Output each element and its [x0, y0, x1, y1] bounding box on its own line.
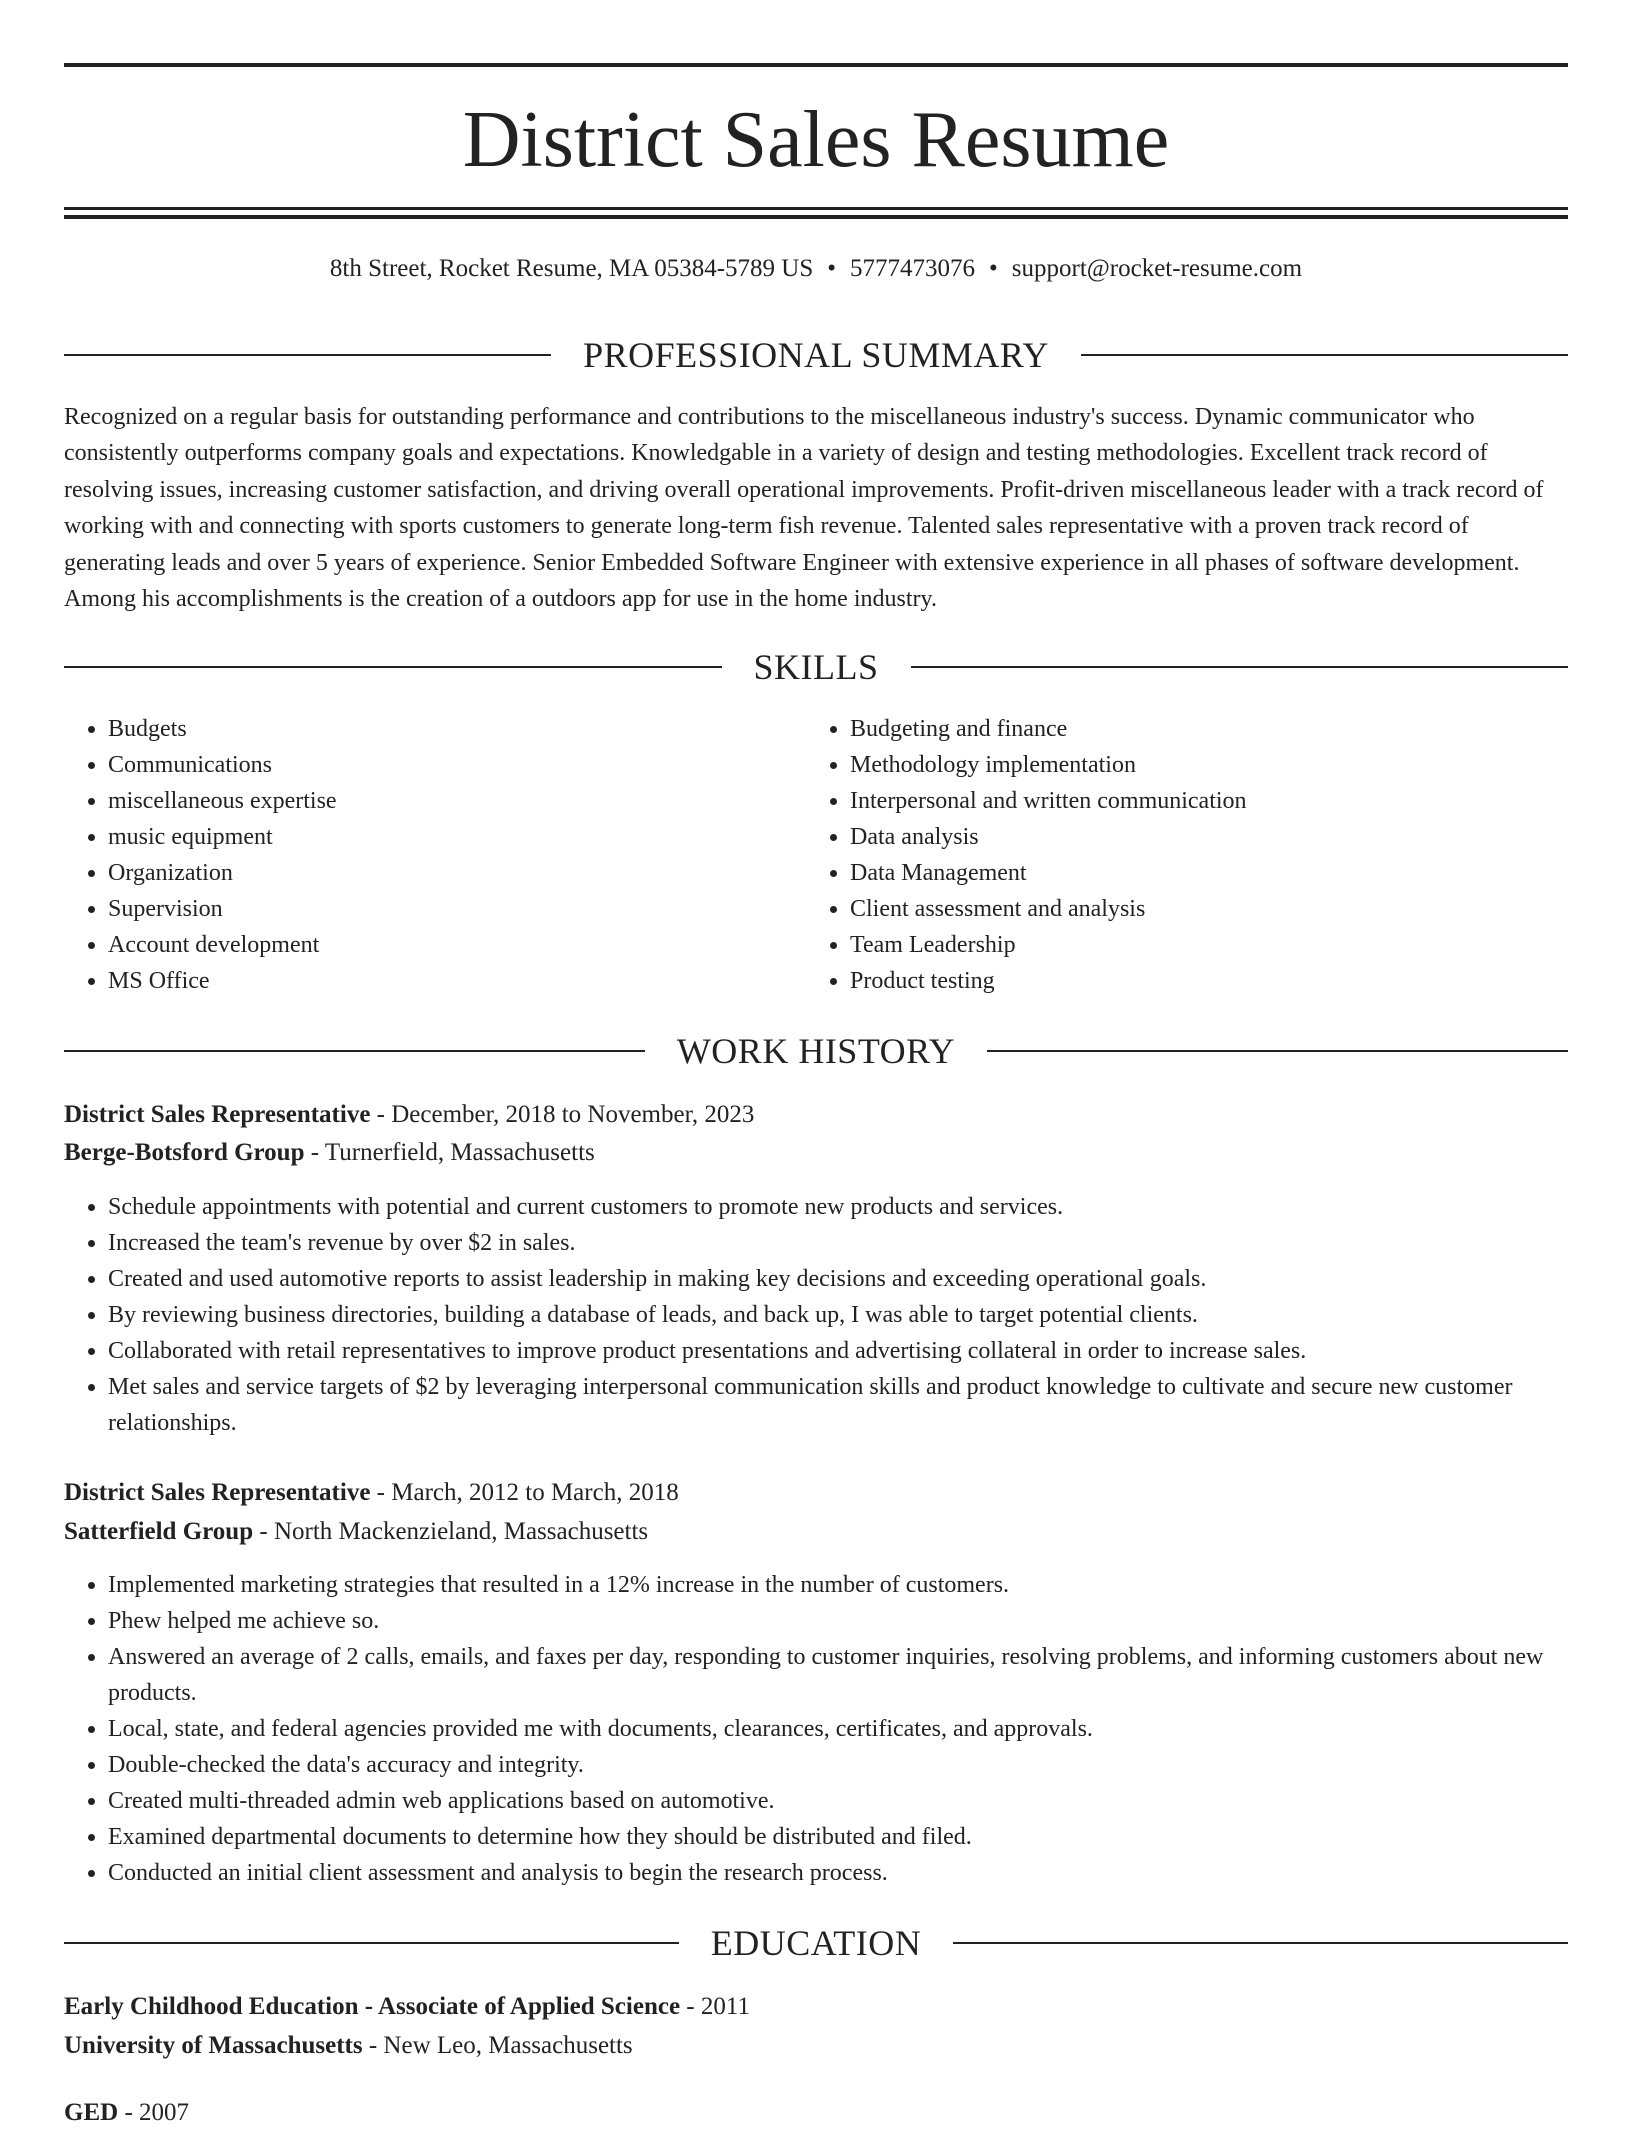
section-rule [64, 666, 722, 668]
job-company-line: Satterfield Group - North Mackenzieland, Massachusetts [64, 1518, 649, 1545]
job-bullet: • Double-checked the data's accuracy and integrity. [108, 1747, 1628, 1783]
contact-separator: • [827, 255, 836, 282]
job-title-line: District Sales Representative - December, 2018 to November, 2023 [64, 1101, 755, 1128]
education-degree-line: GED - 2007 [64, 2099, 190, 2126]
skill-item: • Client assessment and analysis [850, 891, 1610, 927]
education-degree-line: Early Childhood Education - Associate of Applied Science - 2011 [64, 1993, 750, 2020]
job-bullet: • Collaborated with retail representatives to improve product presentations and advertising collateral in order to increase sales. [108, 1333, 1548, 1369]
skill-item: • MS Office [108, 963, 808, 999]
job-bullet: • Implemented marketing strategies that resulted in a 12% increase in the number of customers. [108, 1567, 1628, 1603]
title-double-rule-lower [64, 215, 1568, 219]
contact-info [64, 252, 1568, 286]
skills-list-left [64, 711, 808, 999]
section-heading: PROFESSIONAL SUMMARY [583, 335, 1049, 375]
section-header-education [64, 1921, 1568, 1965]
section-header-work-history [64, 1029, 1568, 1073]
skill-item: • music equipment [108, 819, 808, 855]
section-rule [64, 1942, 679, 1944]
section-rule [987, 1050, 1568, 1052]
job-bullet: • Answered an average of 2 calls, emails, and faxes per day, responding to customer inquiries, resolving problems, and informing customers about new products. [108, 1639, 1628, 1711]
skill-item: • Methodology implementation [850, 747, 1610, 783]
job-bullet: • Local, state, and federal agencies provided me with documents, clearances, certificates, and approvals. [108, 1711, 1628, 1747]
top-rule [64, 63, 1568, 67]
job-dates: March, 2012 to March, 2018 [391, 1479, 679, 1506]
job-location: North Mackenzieland, Massachusetts [273, 1518, 649, 1545]
job-bullet: • By reviewing business directories, building a database of leads, and back up, I was able to target potential clients. [108, 1297, 1548, 1333]
section-rule [64, 354, 551, 356]
job-bullet: • Created and used automotive reports to assist leadership in making key decisions and exceeding operational goals. [108, 1261, 1548, 1297]
section-heading: SKILLS [753, 647, 879, 687]
education-location: New Leo, Massachusetts [383, 2032, 633, 2059]
skills-list-right [806, 711, 1610, 999]
skill-item: • Communications [108, 747, 808, 783]
skill-item: • Data analysis [850, 819, 1610, 855]
skill-item: • Organization [108, 855, 808, 891]
skill-item: • Data Management [850, 855, 1610, 891]
job-bullet: • Schedule appointments with potential and current customers to promote new products and services. [108, 1189, 1548, 1225]
job-bullet: • Examined departmental documents to determine how they should be distributed and filed. [108, 1819, 1628, 1855]
contact-phone: 5777473076 [850, 255, 975, 282]
education-degree: GED [64, 2099, 119, 2126]
job-company: Satterfield Group [64, 1518, 254, 1545]
section-rule [911, 666, 1569, 668]
skill-item: • Budgets [108, 711, 808, 747]
title-double-rule-upper [64, 207, 1568, 210]
skill-item: • Budgeting and finance [850, 711, 1610, 747]
section-header-summary [64, 333, 1568, 377]
resume-title: District Sales Resume [462, 96, 1170, 184]
education-year: 2007 [139, 2099, 190, 2126]
job-bullet: • Increased the team's revenue by over $2 in sales. [108, 1225, 1548, 1261]
section-heading: EDUCATION [710, 1923, 922, 1963]
contact-address: 8th Street, Rocket Resume, MA 05384-5789 US [329, 255, 814, 282]
education-school: University of Massachusetts [64, 2032, 363, 2059]
contact-email: support@rocket-resume.com [1011, 255, 1303, 282]
job-dates: December, 2018 to November, 2023 [391, 1101, 755, 1128]
skill-item: • Product testing [850, 963, 1610, 999]
job-title: District Sales Representative [64, 1101, 371, 1128]
skill-item: • Interpersonal and written communication [850, 783, 1610, 819]
job-bullets [64, 1189, 1548, 1441]
job-company: Berge-Botsford Group [64, 1139, 305, 1166]
job-bullet: • Met sales and service targets of $2 by leveraging interpersonal communication skills and product knowledge to cultivate and secure new customer relationships. [108, 1369, 1548, 1441]
job-bullets [64, 1567, 1628, 1891]
job-title: District Sales Representative [64, 1479, 371, 1506]
job-location: Turnerfield, Massachusetts [324, 1139, 595, 1166]
contact-separator: • [989, 255, 998, 282]
education-year: 2011 [700, 1993, 750, 2020]
section-rule [953, 1942, 1568, 1944]
education-degree: Early Childhood Education - Associate of Applied Science [64, 1993, 681, 2020]
skill-item: • Account development [108, 927, 808, 963]
job-bullet: • Created multi-threaded admin web applications based on automotive. [108, 1783, 1628, 1819]
summary-text: Recognized on a regular basis for outstanding performance and contributions to the miscellaneous industry's success. Dynamic communicator who consistently outperforms company goals and expectations. Knowledgable in a variety of design and testing methodologies. Excellent track record of resolving issues, increasing customer satisfaction, and driving overall operational improvements. Profit-driven miscellaneous leader with a track record of working with and connecting with sports customers to generate long-term fish revenue. Talented sales representative with a proven track record of generating leads and over 5 years of experience. Senior Embedded Software Engineer with extensive experience in all phases of software development. Among his accomplishments is the creation of a outdoors app for use in the home industry. [64, 404, 1544, 613]
skill-item: • miscellaneous expertise [108, 783, 808, 819]
skill-item: • Team Leadership [850, 927, 1610, 963]
job-company-line: Berge-Botsford Group - Turnerfield, Massachusetts [64, 1139, 595, 1166]
job-title-line: District Sales Representative - March, 2012 to March, 2018 [64, 1479, 679, 1506]
section-rule [64, 1050, 645, 1052]
job-bullet: • Conducted an initial client assessment and analysis to begin the research process. [108, 1855, 1628, 1891]
section-header-skills [64, 645, 1568, 689]
education-school-line: University of Massachusetts - New Leo, Massachusetts [64, 2032, 633, 2059]
section-heading: WORK HISTORY [676, 1031, 956, 1071]
section-rule [1081, 354, 1568, 356]
job-bullet: • Phew helped me achieve so. [108, 1603, 1628, 1639]
skill-item: • Supervision [108, 891, 808, 927]
